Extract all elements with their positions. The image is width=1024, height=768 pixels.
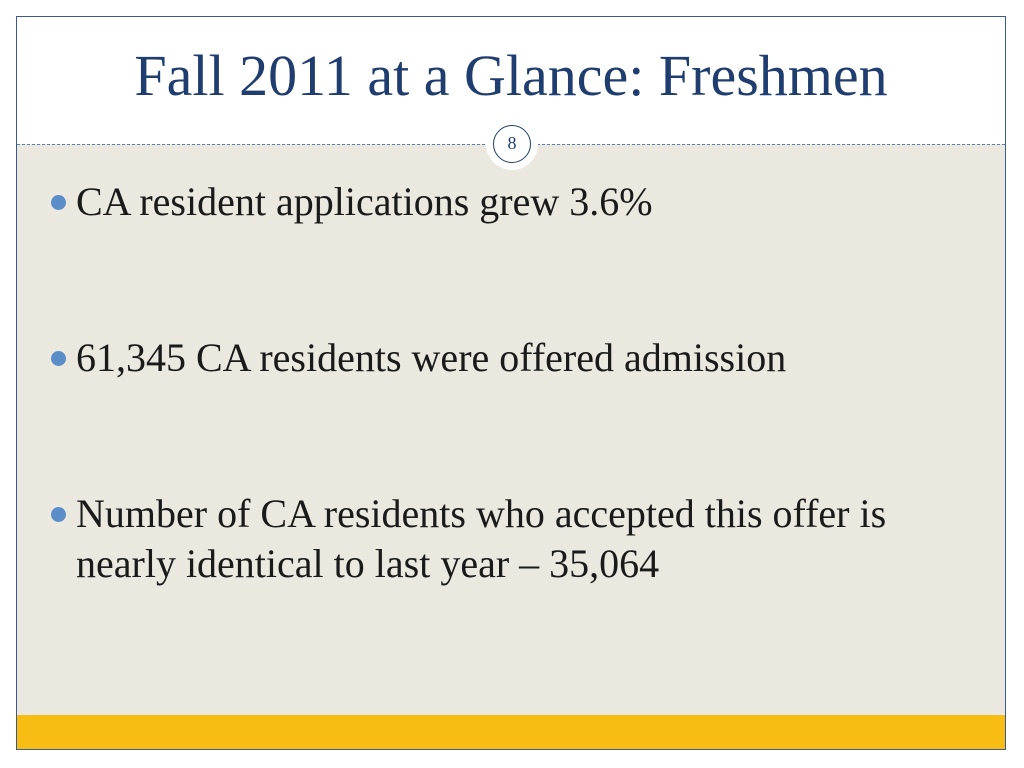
- bullet-dot-icon: [51, 195, 66, 210]
- bullet-text: 61,345 CA residents were offered admission: [76, 335, 787, 380]
- slide: [16, 16, 1006, 750]
- slide-title: Fall 2011 at a Glance: Freshmen: [134, 43, 888, 108]
- bullet-dot-icon: [51, 507, 66, 522]
- bullet-dot-icon: [51, 351, 66, 366]
- bullet-item: [47, 177, 987, 227]
- page-number: 8: [493, 125, 531, 163]
- bullet-list: [47, 177, 987, 589]
- footer-bar: [17, 715, 1005, 749]
- page-number-badge: [486, 118, 538, 170]
- bullet-text: Number of CA residents who accepted this offer is nearly identical to last year – 35,064: [76, 491, 887, 586]
- bullet-item: [47, 489, 987, 589]
- bullet-text: CA resident applications grew 3.6%: [76, 179, 653, 224]
- bullet-item: [47, 333, 987, 383]
